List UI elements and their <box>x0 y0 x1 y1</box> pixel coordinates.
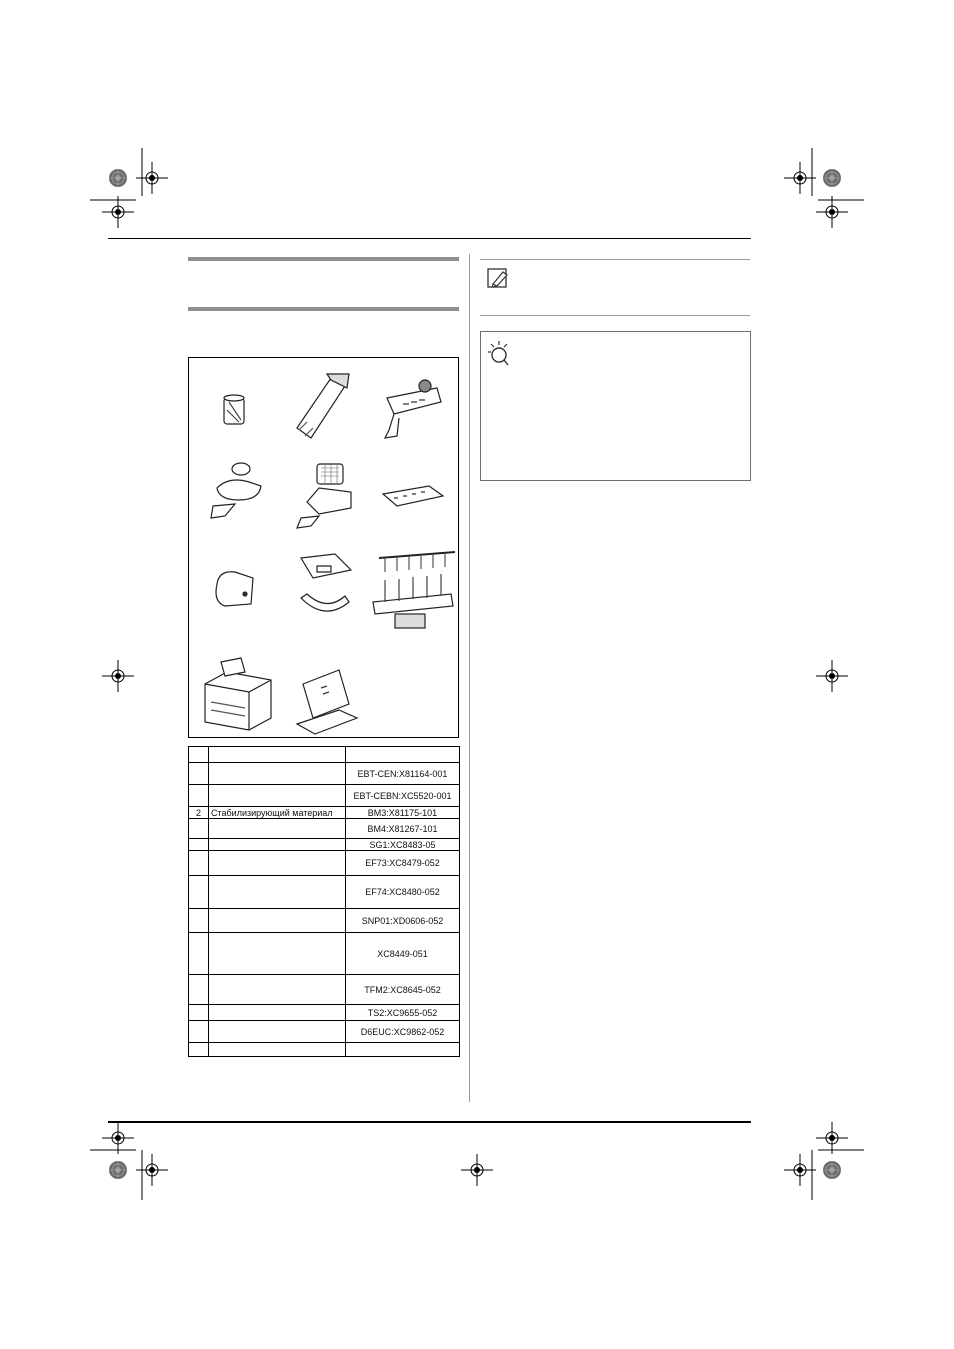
note-box <box>480 331 751 481</box>
part-name-cell <box>209 763 346 785</box>
part-name-cell <box>209 1005 346 1021</box>
part-code-cell <box>346 747 460 763</box>
part-name-cell <box>209 851 346 876</box>
cover-icon <box>216 572 253 606</box>
table-row <box>189 819 460 839</box>
part-num-cell: 2 <box>189 807 209 819</box>
table-row <box>189 851 460 876</box>
part-num-cell <box>189 909 209 933</box>
part-name-cell <box>209 819 346 839</box>
memo-rule-bottom <box>480 315 750 316</box>
thread-spool-icon <box>224 395 244 424</box>
table-row <box>189 876 460 909</box>
parts-table <box>188 746 460 1057</box>
table-row <box>189 909 460 933</box>
part-num-cell <box>189 1005 209 1021</box>
part-code-cell: EBT-CEBN:XC5520-001 <box>346 785 460 807</box>
part-name-cell <box>209 909 346 933</box>
part-num-cell <box>189 933 209 975</box>
part-name-cell <box>209 876 346 909</box>
memo-pencil-icon <box>487 268 513 290</box>
table-row <box>189 785 460 807</box>
part-num-cell <box>189 747 209 763</box>
part-num-cell <box>189 876 209 909</box>
stabilizer-roll-icon <box>297 374 349 438</box>
part-num-cell <box>189 819 209 839</box>
part-name-cell <box>209 933 346 975</box>
part-num-cell <box>189 785 209 807</box>
part-name-cell <box>209 1043 346 1057</box>
part-name-cell: Стабилизирующий материал <box>209 807 346 819</box>
table-row <box>189 839 460 851</box>
table-row <box>189 933 460 975</box>
table-row <box>189 807 460 819</box>
column-divider <box>469 254 470 1102</box>
part-code-cell: BM3:X81175-101 <box>346 807 460 819</box>
medium-hoop-icon <box>297 464 351 528</box>
table-row <box>189 1021 460 1043</box>
part-code-cell: SG1:XC8483-05 <box>346 839 460 851</box>
needle-plate-icon <box>383 486 443 506</box>
extension-table-icon <box>301 554 351 611</box>
part-num-cell <box>189 851 209 876</box>
table-row <box>189 1005 460 1021</box>
lightbulb-icon <box>485 338 515 368</box>
part-code-cell: D6EUC:XC9862-052 <box>346 1021 460 1043</box>
part-num-cell <box>189 975 209 1005</box>
small-hoop-icon <box>211 463 261 518</box>
thread-stand-icon <box>373 552 455 628</box>
section-title-bar-top <box>188 257 459 261</box>
table-row <box>189 747 460 763</box>
part-num-cell <box>189 839 209 851</box>
part-num-cell <box>189 763 209 785</box>
part-code-cell: EF74:XC8480-052 <box>346 876 460 909</box>
accessories-drawing <box>189 358 458 737</box>
carrying-case-icon <box>205 658 271 730</box>
part-name-cell <box>209 975 346 1005</box>
part-name-cell <box>209 1021 346 1043</box>
part-name-cell <box>209 747 346 763</box>
embroidery-foot-icon <box>385 380 441 438</box>
accessories-illustration <box>188 357 459 738</box>
part-code-cell: EBT-CEN:X81164-001 <box>346 763 460 785</box>
footer-rule <box>108 1121 751 1123</box>
part-name-cell <box>209 839 346 851</box>
embroidery-sheet-icon <box>297 670 357 734</box>
part-code-cell: EF73:XC8479-052 <box>346 851 460 876</box>
part-code-cell: BM4:X81267-101 <box>346 819 460 839</box>
section-title-bar-bottom <box>188 307 459 311</box>
part-code-cell: TFM2:XC8645-052 <box>346 975 460 1005</box>
part-code-cell <box>346 1043 460 1057</box>
memo-rule-top <box>480 259 750 260</box>
table-row <box>189 763 460 785</box>
part-code-cell: XC8449-051 <box>346 933 460 975</box>
part-num-cell <box>189 1021 209 1043</box>
part-code-cell: TS2:XC9655-052 <box>346 1005 460 1021</box>
part-code-cell: SNP01:XD0606-052 <box>346 909 460 933</box>
header-rule <box>108 238 751 239</box>
table-row <box>189 1043 460 1057</box>
table-row <box>189 975 460 1005</box>
part-name-cell <box>209 785 346 807</box>
part-num-cell <box>189 1043 209 1057</box>
